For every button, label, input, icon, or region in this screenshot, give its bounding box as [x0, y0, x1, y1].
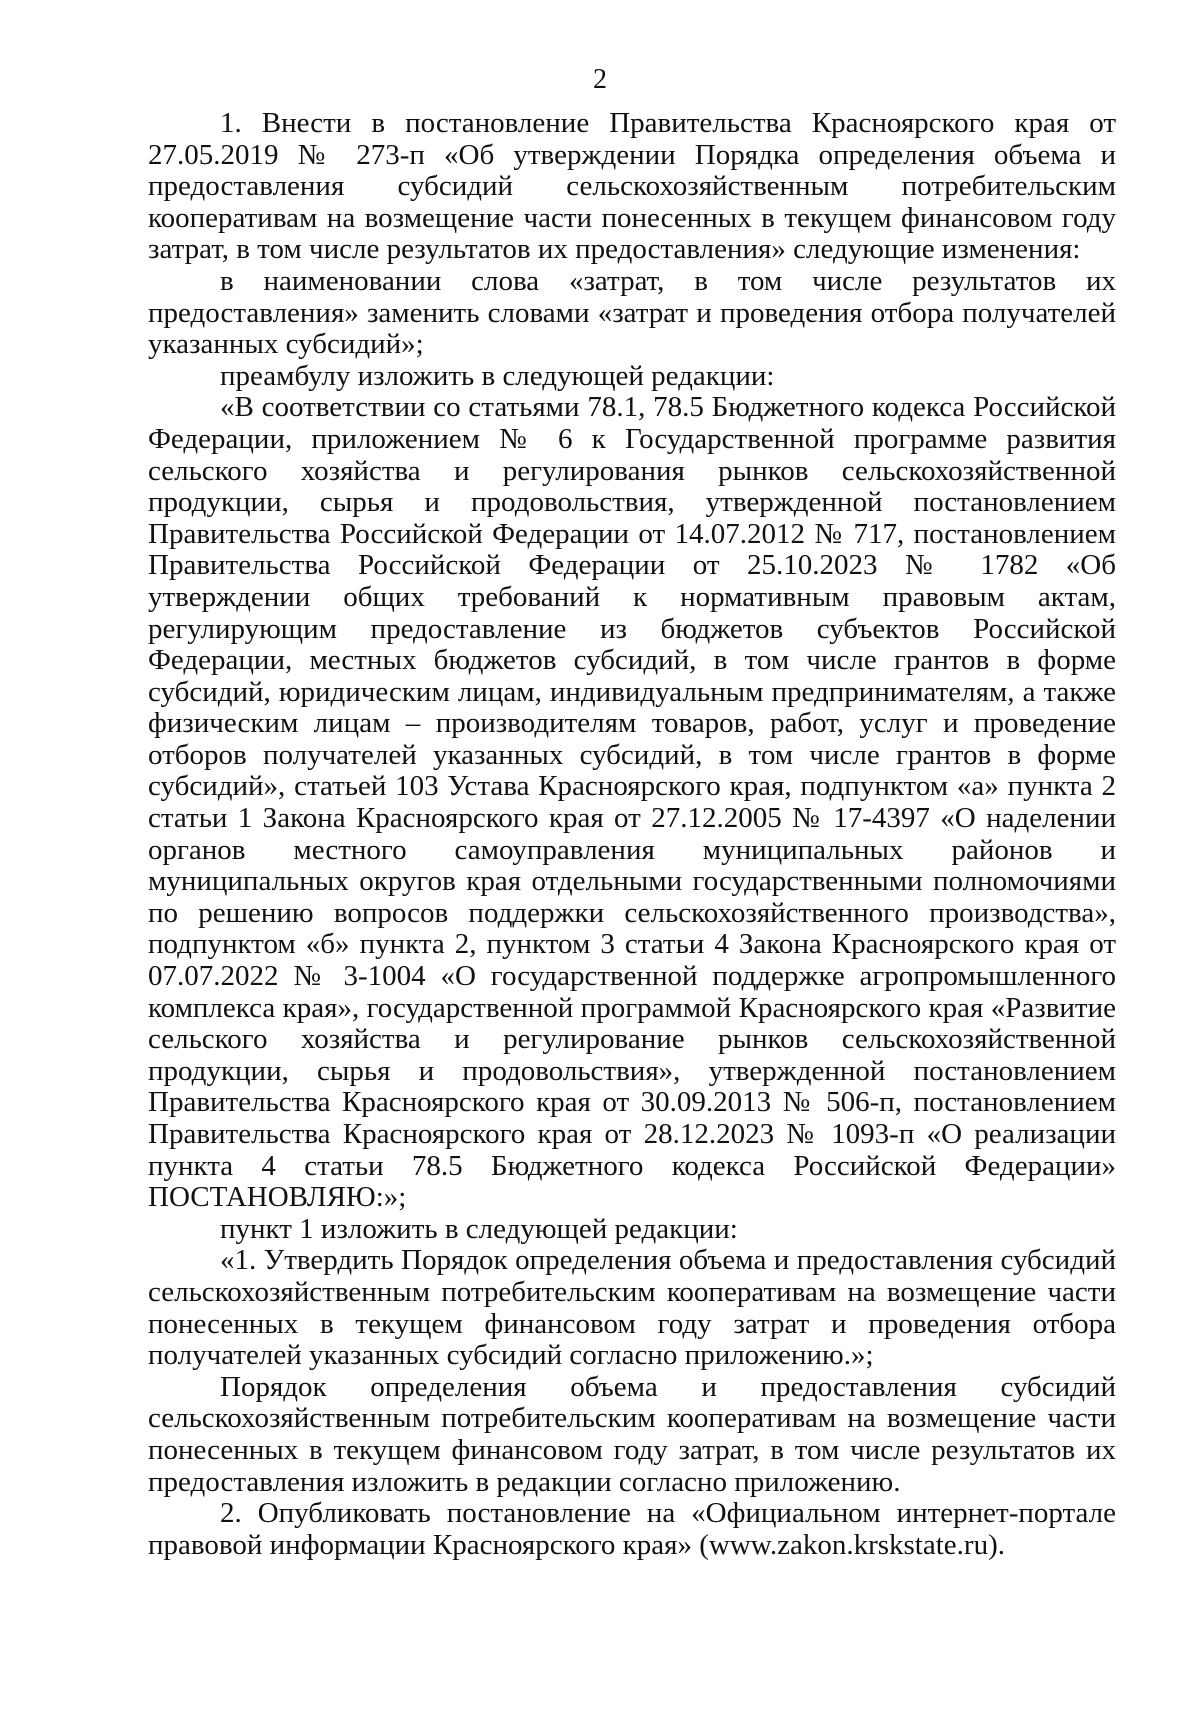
- page-number: 2: [593, 64, 607, 95]
- document-body: [148, 108, 1116, 1561]
- paragraph-preamble-intro: преамбулу изложить в следующей редакции:: [220, 359, 775, 392]
- paragraph-point-1-text: «1. Утвердить Порядок определения объема и предоставления субсидий сельскохозяйственным потребительским кооперативам на возмещение части понесенных в текущем финансовом году затрат и проведения отбора получателей указанных субсидий согласно приложению.»;: [148, 1244, 1116, 1372]
- paragraph-title-change: в наименовании слова «затрат, в том числе результатов их предоставления» заменить словами «затрат и проведения отбора получателей указанных субсидий»;: [148, 264, 1116, 361]
- paragraph-preamble-text: «В соответствии со статьями 78.1, 78.5 Бюджетного кодекса Российской Федерации, приложением № 6 к Государственной программе развития сельского хозяйства и регулирования рынков сельскохозяйственной продукции, сырья и продовольствия, утвержденной постановлением Правительства Российской Федерации от 14.07.2012 № 717, постановлением Правительства Российской Федерации от 25.10.2023 № 1782 «Об утверждении общих требований к нормативным правовым актам, регулирующим предоставление из бюджетов субъектов Российской Федерации, местных бюджетов субсидий, в том числе грантов в форме субсидий, юридическим лицам, индивидуальным предпринимателям, а также физическим лицам – производителям товаров, работ, услуг и проведение отборов получателей указанных субсидий, в том числе грантов в форме субсидий», статьей 103 Устава Красноярского края, подпунктом «а» пункта 2 статьи 1 Закона Красноярского края от 27.12.2005 № 17-4397 «О наделении органов местного самоуправления муниципальных районов и муниципальных округов края отдельными государственными полномочиями по решению вопросов поддержки сельскохозяйственного производства», подпунктом «б» пункта 2, пунктом 3 статьи 4 Закона Красноярского края от 07.07.2022 № 3-1004 «О государственной поддержке агропромышленного комплекса края», государственной программой Красноярского края «Развитие сельского хозяйства и регулирование рынков сельскохозяйственной продукции, сырья и продовольствия», утвержденной постановлением Правительства Красноярского края от 30.09.2013 № 506-п, постановлением Правительства Красноярского края от 28.12.2023 № 1093-п «О реализации пункта 4 статьи 78.5 Бюджетного кодекса Российской Федерации» ПОСТАНОВЛЯЮ:»;: [148, 391, 1116, 1214]
- paragraph-procedure-change: Порядок определения объема и предоставления субсидий сельскохозяйственным потребительским кооперативам на возмещение части понесенных в текущем финансовом году затрат, в том числе результатов их предоставления изложить в редакции согласно приложению.: [148, 1370, 1116, 1498]
- paragraph-item-2-publication: 2. Опубликовать постановление на «Официальном интернет-портале правовой информации Красноярского края» (www.zakon.krskstate.ru).: [148, 1497, 1116, 1561]
- paragraph-point-1-intro: пункт 1 изложить в следующей редакции:: [220, 1212, 738, 1245]
- paragraph-item-1-amendment-intro: 1. Внести в постановление Правительства Красноярского края от 27.05.2019 № 273-п «Об утверждении Порядка определения объема и предоставления субсидий сельскохозяйственным потребительским кооперативам на возмещение части понесенных в текущем финансовом году затрат, в том числе результатов их предоставления» следующие изменения:: [148, 107, 1116, 266]
